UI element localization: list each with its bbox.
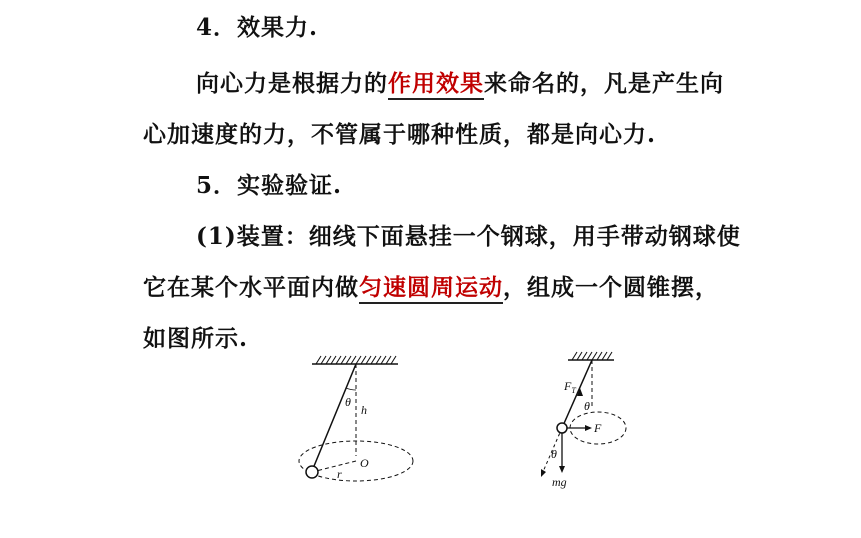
item5-heading <box>196 171 342 201</box>
theta-bottom-label: θ <box>551 447 557 461</box>
item5-paragraph-line1 <box>196 222 741 252</box>
ceiling-hatch-right <box>572 352 612 360</box>
pendulum-string <box>312 364 356 471</box>
ft-main: F <box>564 379 572 393</box>
item5-paragraph-line2 <box>143 273 719 303</box>
item4-p2-text: 心加速度的力，不管属于哪种性质，都是向心力. <box>143 121 657 148</box>
item5-paragraph-line3 <box>143 324 248 354</box>
radius-line <box>316 461 356 471</box>
steel-ball-right <box>557 423 567 433</box>
theta-top-label: θ <box>584 399 590 413</box>
angle-arc <box>346 388 356 390</box>
f-arrowhead <box>585 425 592 431</box>
f-label: F <box>594 421 602 435</box>
item5-heading-text: 5．实验验证. <box>196 172 343 199</box>
item5-p1-text: (1)装置：细线下面悬挂一个钢球，用手带动钢球使 <box>196 223 741 250</box>
item4-heading-text: 4．效果力. <box>196 14 319 41</box>
force-diagram-figure <box>530 346 635 496</box>
conical-pendulum-figure <box>290 350 415 490</box>
r-label: r <box>337 467 342 481</box>
ft-subscript: T <box>571 386 576 395</box>
o-label: O <box>360 456 369 470</box>
item4-p1-prefix: 向心力是根据力的 <box>196 70 388 97</box>
item5-p2-prefix: 它在某个水平面内做 <box>143 274 359 301</box>
string-right <box>562 360 592 428</box>
extension-arrowhead <box>541 469 546 477</box>
item5-p3-text: 如图所示. <box>143 325 249 352</box>
item4-heading <box>196 13 318 43</box>
item4-p1-highlight: 作用效果 <box>388 70 484 100</box>
h-label: h <box>361 403 367 417</box>
mg-arrowhead <box>559 466 565 473</box>
theta-label: θ <box>345 395 351 409</box>
item4-paragraph-line1 <box>196 69 724 99</box>
item5-p2-suffix: ，组成一个圆锥摆， <box>503 274 719 301</box>
ceiling-hatch <box>316 356 396 364</box>
item5-p2-highlight: 匀速圆周运动 <box>359 274 503 304</box>
item4-p1-suffix: 来命名的，凡是产生向 <box>484 70 724 97</box>
steel-ball <box>306 466 318 478</box>
mg-label: mg <box>552 475 567 489</box>
ft-label <box>563 379 576 395</box>
item4-paragraph-line2 <box>143 120 656 150</box>
